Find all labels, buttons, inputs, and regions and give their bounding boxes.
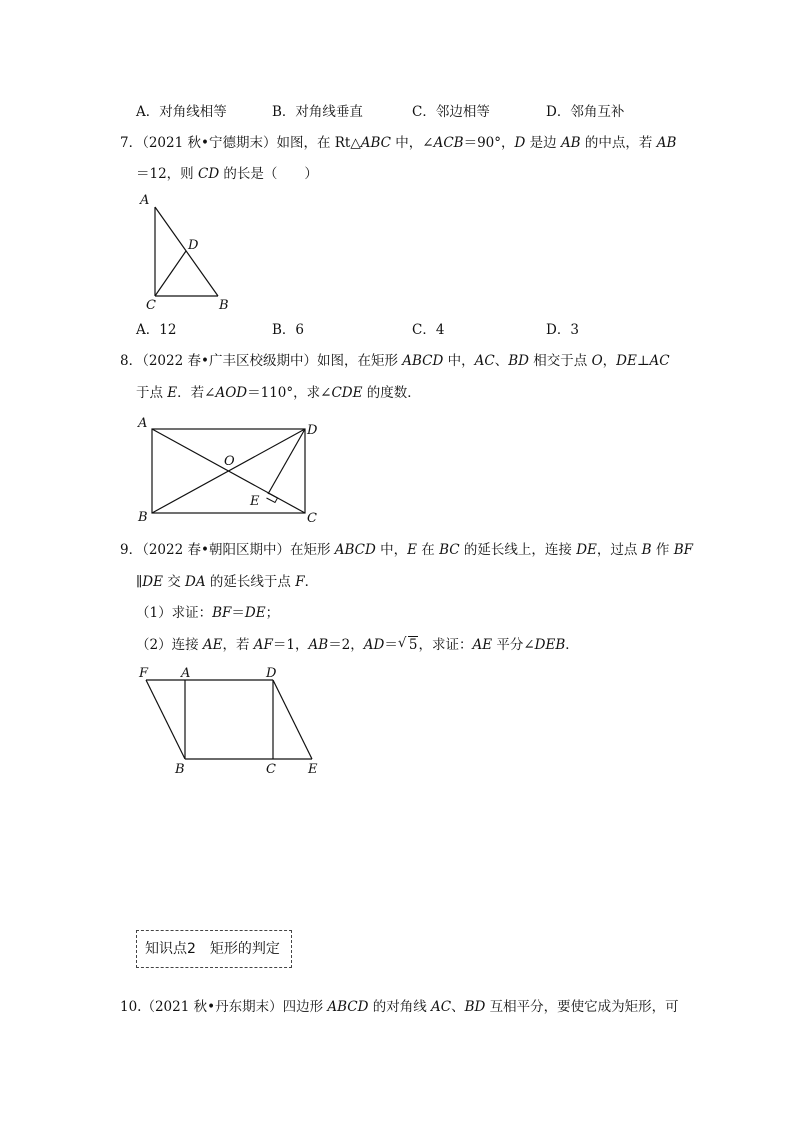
q9-label-e: E <box>308 762 318 777</box>
q7-option-b: B．6 <box>272 322 305 338</box>
q10-question-line1: 10.（2021 秋•丹东期末）四边形 ABCD 的对角线 AC、BD 互相平分，要使它成为矩形，可 <box>120 999 679 1015</box>
q7-label-b: B <box>219 298 229 313</box>
q8-label-c: C <box>307 511 317 526</box>
q7-label-d: D <box>188 238 199 253</box>
q6-option-d: D．邻角互补 <box>546 104 625 120</box>
q8-label-d: D <box>307 423 318 438</box>
q7-question-line2: ＝12，则 CD 的长是（ ） <box>136 166 318 182</box>
q7-question-line1: 7．（2021 秋•宁德期末）如图，在 Rt△ABC 中，∠ACB＝90°，D 是边 AB 的中点，若 AB <box>120 135 677 151</box>
q9-label-d: D <box>266 666 277 681</box>
q9-subquestion-1: （1）求证：BF＝DE； <box>136 605 280 621</box>
q8-question-line2: 于点 E．若∠AOD＝110°，求∠CDE 的度数． <box>136 385 421 401</box>
q8-question-line1: 8．（2022 春•广丰区校级期中）如图，在矩形 ABCD 中，AC、BD 相交于点 O，DE⊥AC <box>120 353 670 369</box>
section-title: 知识点2 矩形的判定 <box>145 941 280 957</box>
q9-label-a: A <box>181 666 191 681</box>
q6-option-b: B．对角线垂直 <box>272 104 363 120</box>
q7-option-d: D．3 <box>546 322 579 338</box>
q7-label-a: A <box>140 193 150 208</box>
q7-option-a: A．12 <box>136 322 177 338</box>
q9-question-line1: 9．（2022 春•朝阳区期中）在矩形 ABCD 中，E 在 BC 的延长线上，连接 DE，过点 B 作 BF <box>120 542 693 558</box>
q6-option-c: C．邻边相等 <box>412 104 490 120</box>
q8-label-b: B <box>138 510 148 525</box>
q8-label-e: E <box>250 494 260 509</box>
sqrt-expression: √ 5 <box>397 635 418 653</box>
q9-label-b: B <box>175 762 185 777</box>
q7-option-c: C．4 <box>412 322 445 338</box>
q9-label-c: C <box>266 762 276 777</box>
q9-segment-fb <box>146 680 185 759</box>
q9-subquestion-2: （2）连接 AE，若 AF＝1，AB＝2，AD＝ √ 5，求证：AE 平分∠DEB． <box>136 635 579 653</box>
q8-label-o: O <box>224 454 235 469</box>
q9-segment-de <box>273 680 312 759</box>
q6-option-a: A．对角线相等 <box>136 104 227 120</box>
q8-label-a: A <box>138 416 148 431</box>
q7-label-c: C <box>146 298 156 313</box>
section-heading-box <box>136 930 292 968</box>
q9-question-line2: ∥DE 交 DA 的延长线于点 F． <box>136 574 319 590</box>
q9-label-f: F <box>139 666 149 681</box>
